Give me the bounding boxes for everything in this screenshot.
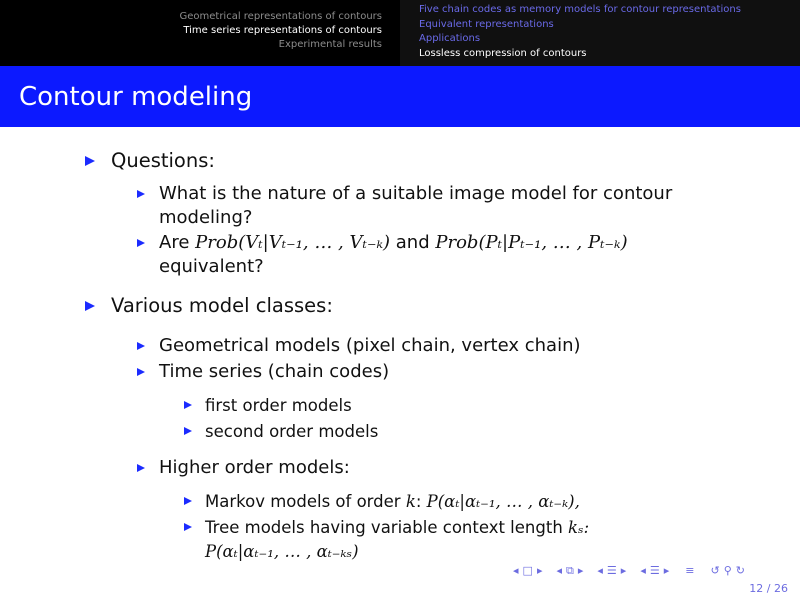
back-icon[interactable]: ↺ — [710, 564, 720, 577]
forward-icon[interactable]: ↻ — [735, 564, 745, 577]
next-section-icon[interactable]: ▸ — [620, 564, 627, 577]
time-series-models: Time series (chain codes) — [159, 361, 390, 382]
search-icon[interactable]: ⚲ — [723, 564, 732, 577]
part-icon[interactable]: ☰ — [649, 564, 660, 577]
bullet-icon — [184, 427, 192, 435]
nav-subsection-equivalent[interactable]: Equivalent representations — [419, 18, 554, 30]
frame-title: Contour modeling — [19, 82, 253, 112]
nav-section-time-series[interactable]: Time series representations of contours — [183, 25, 382, 36]
first-order-models: first order models — [205, 396, 352, 415]
navigation-symbols — [513, 564, 745, 578]
bullet-icon — [137, 464, 145, 472]
tree-context-length: kₛ: — [568, 518, 590, 537]
subsection-icon[interactable]: ⧉ — [566, 564, 574, 577]
nav-subsection-applications[interactable]: Applications — [419, 33, 481, 44]
markov-prefix: Markov models of order — [205, 492, 401, 511]
nav-subsection-chain-codes[interactable]: Five chain codes as memory models for contour representations — [419, 4, 741, 15]
next-part-icon[interactable]: ▸ — [663, 564, 670, 577]
question-2-and: and — [395, 232, 430, 253]
prev-subsection-icon[interactable]: ◂ — [556, 564, 562, 577]
bullet-icon — [184, 401, 192, 409]
slide-content — [0, 127, 800, 600]
section-icon[interactable]: ☰ — [606, 564, 617, 577]
questions-label: Questions: — [111, 149, 215, 172]
question-2-line-1 — [159, 231, 628, 255]
markov-expression: P(αₜ|αₜ₋₁, … , αₜ₋ₖ), — [426, 492, 580, 511]
bullet-icon — [85, 301, 95, 311]
bullet-icon — [137, 239, 145, 247]
section-list — [0, 0, 400, 66]
bullet-icon — [137, 368, 145, 376]
bullet-icon — [184, 497, 192, 505]
frame-icon[interactable]: □ — [522, 564, 533, 577]
header-navigation — [0, 0, 800, 66]
tree-models-text: Tree models having variable context length — [205, 518, 563, 537]
nav-subsection-lossless[interactable]: Lossless compression of contours — [419, 47, 587, 59]
prev-section-icon[interactable]: ◂ — [597, 564, 603, 577]
bullet-icon — [85, 156, 95, 166]
next-subsection-icon[interactable]: ▸ — [577, 564, 584, 577]
prev-frame-icon[interactable]: ◂ — [513, 564, 519, 577]
bullet-icon — [184, 523, 192, 531]
question-1-line-1: What is the nature of a suitable image model for contour — [159, 183, 673, 204]
tree-models-expression: P(αₜ|αₜ₋₁, … , αₜ₋ₖₛ) — [205, 542, 359, 561]
higher-order-models: Higher order models: — [159, 457, 350, 478]
question-2-expression-v: Prob(Vₜ|Vₜ₋₁, … , Vₜ₋ₖ) — [195, 232, 391, 253]
geometrical-models: Geometrical models (pixel chain, vertex chain) — [159, 335, 581, 356]
model-classes-label: Various model classes: — [111, 294, 333, 317]
question-2-expression-p: Prob(Pₜ|Pₜ₋₁, … , Pₜ₋ₖ) — [435, 232, 628, 253]
question-2-line-2: equivalent? — [159, 256, 264, 277]
second-order-models: second order models — [205, 422, 379, 441]
tree-models-line-1 — [205, 516, 589, 540]
next-frame-icon[interactable]: ▸ — [536, 564, 543, 577]
subsection-list — [400, 0, 800, 66]
prev-part-icon[interactable]: ◂ — [640, 564, 646, 577]
align-icon[interactable]: ≡ — [685, 564, 695, 577]
page-number: 12 / 26 — [749, 582, 788, 595]
markov-order-k: k — [405, 492, 416, 511]
bullet-icon — [137, 190, 145, 198]
nav-section-geometrical[interactable]: Geometrical representations of contours — [179, 11, 382, 22]
question-1-line-2: modeling? — [159, 207, 253, 228]
bullet-icon — [137, 342, 145, 350]
question-2-prefix: Are — [159, 232, 190, 253]
markov-models: Markov models of order k: P(αₜ|αₜ₋₁, … , αₜ₋ₖ), — [205, 492, 580, 511]
nav-section-experimental[interactable]: Experimental results — [278, 39, 382, 50]
frame-title-bar — [0, 66, 800, 127]
